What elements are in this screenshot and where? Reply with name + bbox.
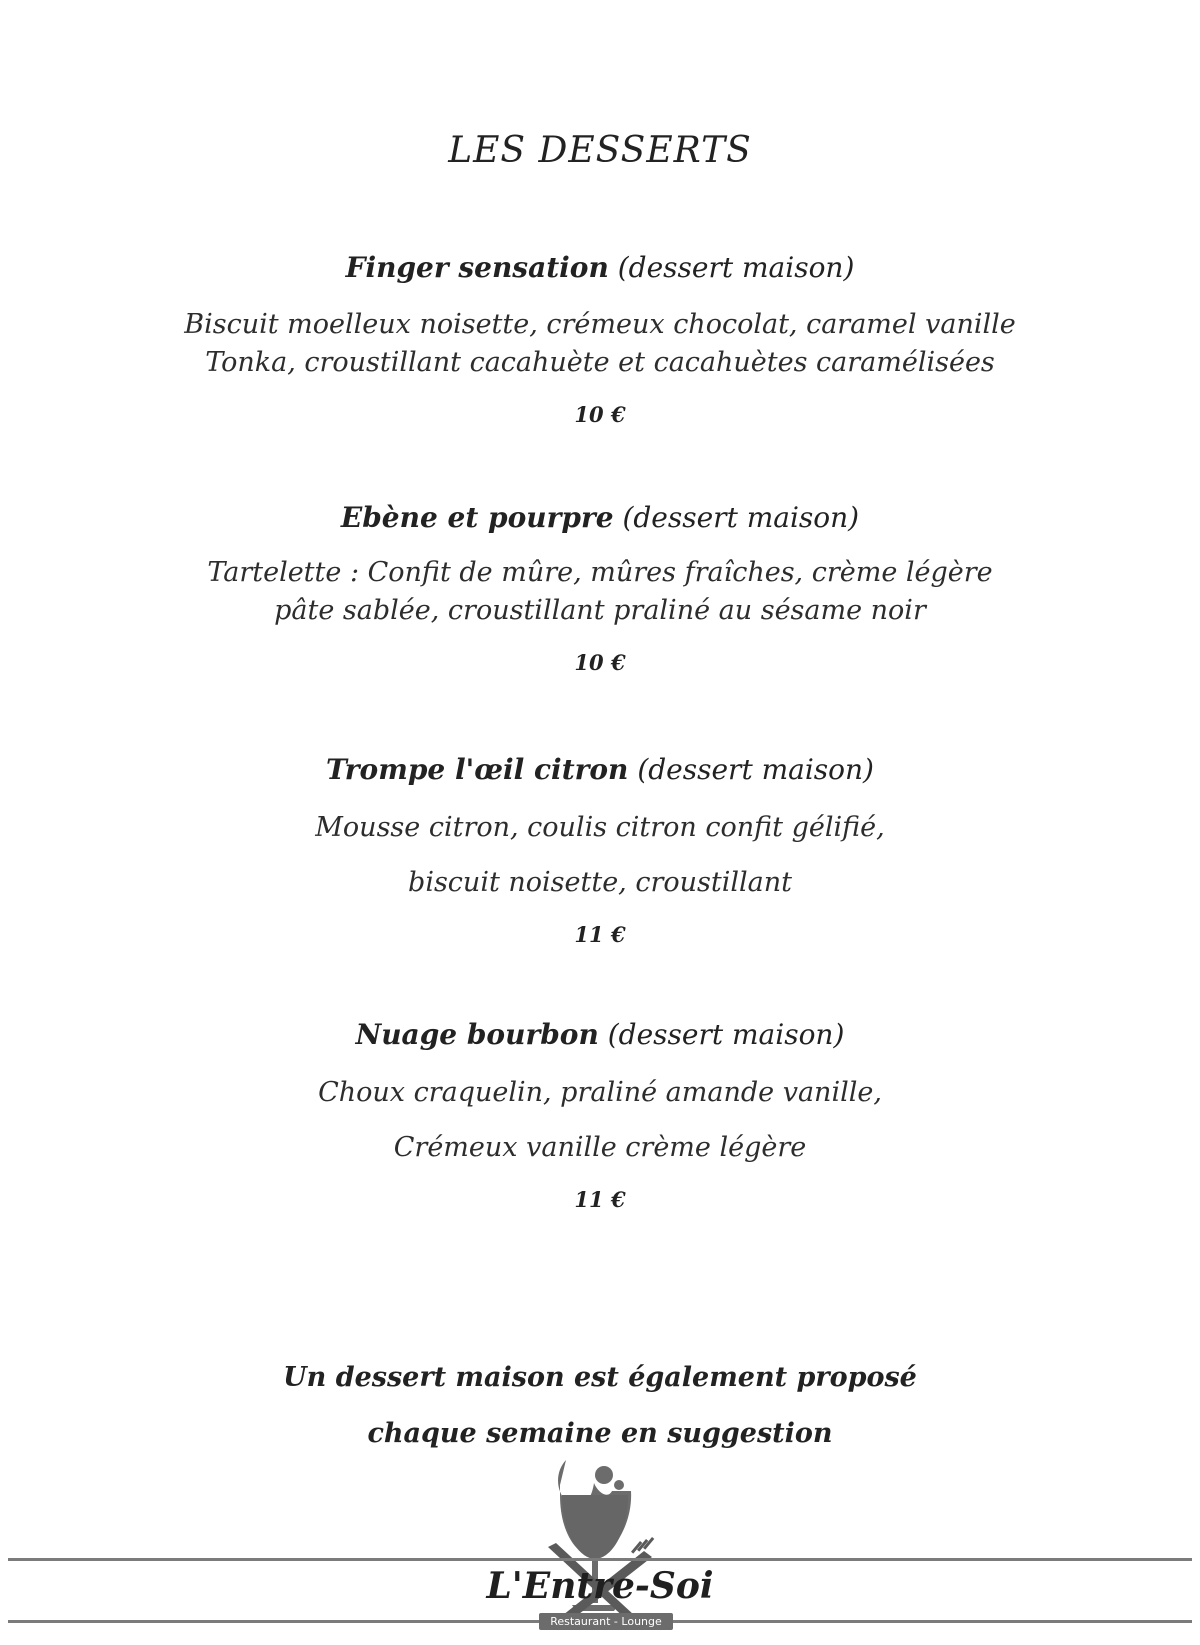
item-description [0,306,1200,382]
item-heading [0,500,1200,536]
item-price: 11 € [574,922,626,947]
description-line: Tartelette : Confit de mûre, mûres fraîches, crème légère [207,557,993,588]
brand-name: L'Entre-Soi [486,1565,714,1607]
description-line: Mousse citron, coulis citron confit gélifié, [315,812,885,843]
suggestion-line: Un dessert maison est également proposé [283,1362,917,1393]
item-name: Ebène et pourpre [340,501,614,534]
item-heading [0,752,1200,788]
item-price: 10 € [574,402,626,427]
menu-item [0,1017,1200,1212]
item-heading [0,250,1200,286]
item-tag: (dessert maison) [637,753,874,786]
item-heading [0,1017,1200,1053]
menu-item [0,500,1200,675]
page-title: LES DESSERTS [448,130,752,171]
suggestion-line: chaque semaine en suggestion [367,1418,833,1449]
item-description [0,554,1200,630]
menu-item [0,752,1200,947]
item-tag: (dessert maison) [607,1018,845,1051]
description-line: Choux craquelin, praliné amande vanille, [318,1077,882,1108]
item-price: 10 € [574,650,626,675]
item-name: Nuage bourbon [355,1018,599,1051]
description-line: pâte sablée, croustillant praliné au sésame noir [274,595,926,626]
item-description [0,1065,1200,1175]
description-line: Crémeux vanille crème légère [393,1132,807,1163]
description-line: Tonka, croustillant cacahuète et cacahuètes caramélisées [205,347,995,378]
divider-line [8,1558,1192,1561]
item-tag: (dessert maison) [622,501,860,534]
weekly-suggestion-note [0,1350,1200,1462]
item-name: Trompe l'œil citron [326,753,629,786]
menu-item [0,250,1200,427]
description-line: biscuit noisette, croustillant [408,867,792,898]
item-tag: (dessert maison) [617,251,855,284]
item-price: 11 € [574,1187,626,1212]
item-description [0,800,1200,910]
item-name: Finger sensation [345,251,609,284]
description-line: Biscuit moelleux noisette, crémeux chocolat, caramel vanille [184,309,1016,340]
brand-subtitle: Restaurant - Lounge [539,1613,673,1630]
